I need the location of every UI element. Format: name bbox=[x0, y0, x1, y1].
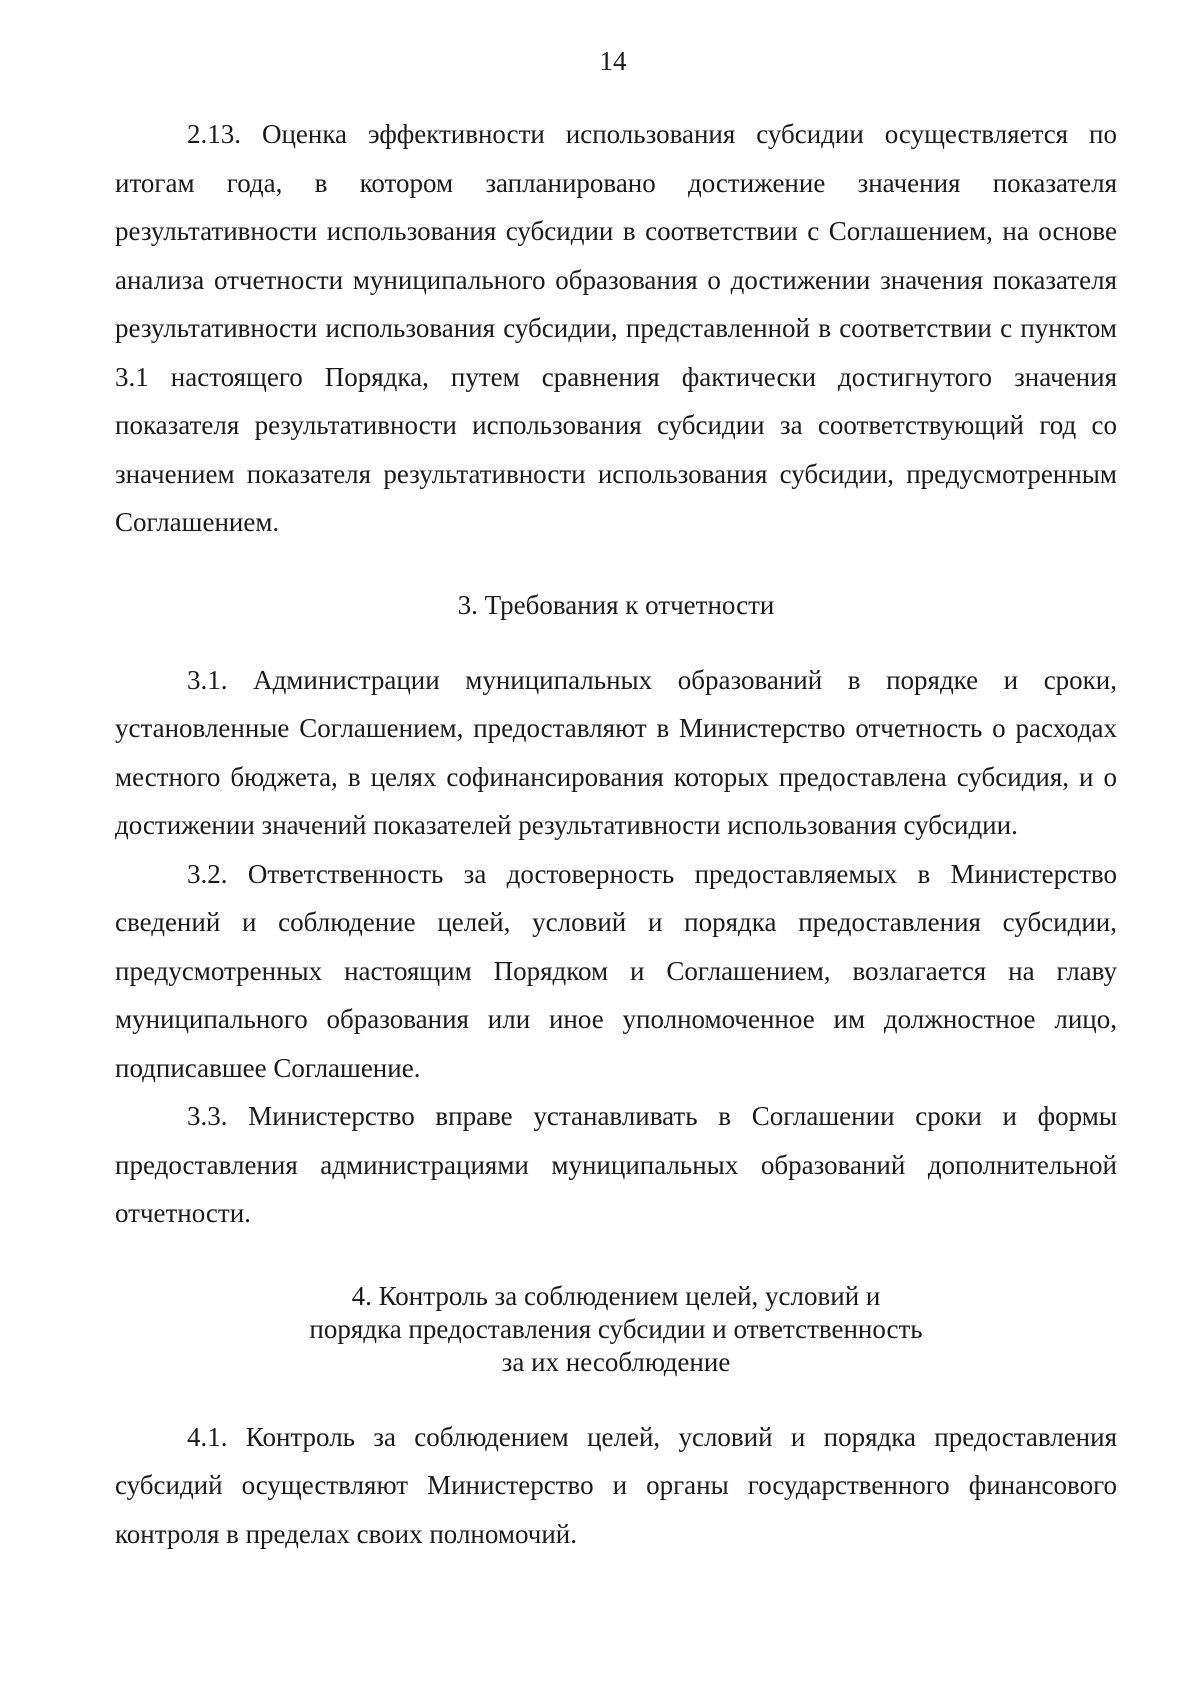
section-heading-4-line-1: 4. Контроль за соблюдением целей, условий и bbox=[351, 1280, 881, 1311]
paragraph-3-1: 3.1. Администрации муниципальных образований в порядке и сроки, установленные Соглашением, предоставляют в Министерство отчетность о расходах местного бюджета, в целях софинансирования которых предоставлена субсидия, и о достижении значений показателей результативности использования субсидии. bbox=[115, 664, 1117, 840]
section-heading-4-line-3: за их несоблюдение bbox=[501, 1346, 731, 1377]
section-heading-4 bbox=[115, 1280, 1117, 1379]
paragraph-2-13: 2.13. Оценка эффективности использования субсидии осуществляется по итогам года, в котором запланировано достижение значения показателя результативности использования субсидии в соответствии с Соглашением, на основе анализа отчетности муниципального образования о достижении значения показателя результативности использования субсидии, представленной в соответствии с пунктом 3.1 настоящего Порядка, путем сравнения фактически достигнутого значения показателя результативности использования субсидии за соответствующий год со значением показателя результативности использования субсидии, предусмотренным Соглашением. bbox=[115, 119, 1117, 537]
document-body bbox=[115, 110, 1117, 1558]
paragraph-4-1: 4.1. Контроль за соблюдением целей, условий и порядка предоставления субсидий осуществляют Министерство и органы государственного финансового контроля в пределах своих полномочий. bbox=[115, 1421, 1117, 1549]
page-number: 14 bbox=[599, 46, 627, 76]
paragraph-3-3: 3.3. Министерство вправе устанавливать в Соглашении сроки и формы предоставления администрациями муниципальных образований дополнительной отчетности. bbox=[115, 1101, 1117, 1228]
section-heading-4-line-2: порядка предоставления субсидии и ответственность bbox=[309, 1313, 923, 1344]
paragraph-3-2: 3.2. Ответственность за достоверность предоставляемых в Министерство сведений и соблюдение целей, условий и порядка предоставления субсидии, предусмотренных настоящим Порядком и Соглашением, возлагается на главу муниципального образования или иное уполномоченное им должностное лицо, подписавшее Соглашение. bbox=[115, 858, 1117, 1083]
section-heading-3: 3. Требования к отчетности bbox=[457, 589, 775, 620]
